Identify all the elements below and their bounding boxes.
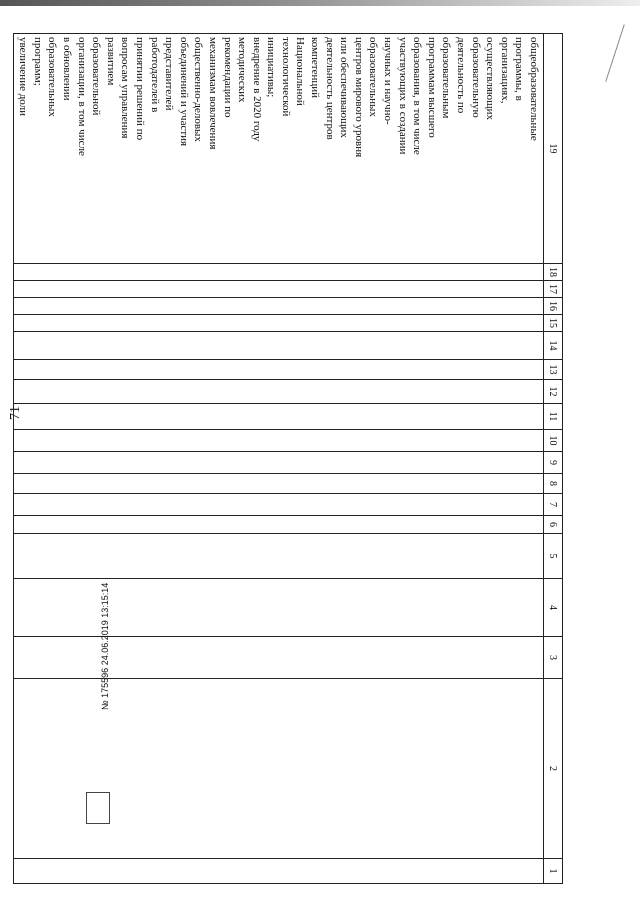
col19-line: деятельность по <box>455 37 468 114</box>
col19-line: в обновлении <box>61 37 73 101</box>
scan-mark <box>586 18 625 82</box>
table-cell <box>13 516 543 534</box>
col19-line: осуществляющих <box>484 37 497 120</box>
col19-line: принятии решений по <box>133 37 146 141</box>
table-cell <box>13 637 543 679</box>
col19-line: участвующих в создании <box>396 37 409 155</box>
col19-line: организациях, <box>498 37 511 104</box>
col19-cell <box>13 34 543 264</box>
col19-line: методических <box>236 37 249 103</box>
col19-line: работодателей в <box>148 37 161 113</box>
col-header: 15 <box>544 315 563 332</box>
col19-line: или обеспечивающих <box>338 37 351 138</box>
col19-line: развитием <box>104 37 117 86</box>
table-cell <box>13 298 543 315</box>
col19-line: рекомендации по <box>221 37 234 118</box>
col19-line: деятельность центров <box>323 37 336 140</box>
col-header: 8 <box>544 474 563 494</box>
col-header: 4 <box>544 579 563 637</box>
col-header: 7 <box>544 494 563 516</box>
col19-line: механизмам вовлечения <box>206 37 219 150</box>
registry-stamp <box>86 792 110 824</box>
document-footer: № 175596 24.06.2019 13:15:14 <box>100 582 110 710</box>
col-header: 12 <box>544 380 563 404</box>
col19-line: образовательных <box>46 37 59 117</box>
col19-line: увеличение доли <box>17 37 30 117</box>
table-cell <box>13 281 543 298</box>
table-cell <box>13 452 543 474</box>
col19-line: образовательных <box>367 37 380 117</box>
col19-line: центров мирового уровня <box>352 37 365 158</box>
table-cell <box>13 380 543 404</box>
col19-line: компетенций <box>309 37 322 99</box>
col-header: 13 <box>544 360 563 380</box>
col19-line: программ; <box>31 37 44 86</box>
col-header: 5 <box>544 534 563 579</box>
table-cell <box>13 859 543 884</box>
col19-line: объединений и участия <box>177 37 190 147</box>
col19-line: общественно-деловых <box>192 37 205 142</box>
table-cell <box>13 579 543 637</box>
col-header: 10 <box>544 430 563 452</box>
page-number: 71 <box>8 406 23 420</box>
table-cell <box>13 315 543 332</box>
col19-line: представителей <box>163 37 176 111</box>
table-cell <box>13 534 543 579</box>
col19-line: научных и научно- <box>382 37 395 125</box>
col19-line: организации, в том числе <box>75 37 88 156</box>
col19-text <box>14 34 543 263</box>
col19-line: программы, в <box>513 37 526 101</box>
col19-line: образовательную <box>469 37 482 118</box>
table-cell <box>13 430 543 452</box>
header-row <box>544 34 563 884</box>
col19-line: образовательным <box>440 37 453 119</box>
document-table-rotated <box>17 33 563 874</box>
col19-line: внедрение в 2020 году <box>250 37 263 142</box>
col-header: 2 <box>544 679 563 859</box>
table-row <box>13 34 543 884</box>
col-header: 17 <box>544 281 563 298</box>
table-cell <box>13 474 543 494</box>
col-header: 18 <box>544 264 563 281</box>
col-header: 6 <box>544 516 563 534</box>
col19-line: образования, в том числе <box>411 37 424 155</box>
table-cell <box>13 332 543 360</box>
col-header: 9 <box>544 452 563 474</box>
col19-line: вопросам управления <box>119 37 132 139</box>
table-cell <box>13 360 543 380</box>
table-cell <box>13 679 543 859</box>
col19-line: образовательной <box>90 37 103 116</box>
col-header: 19 <box>544 34 563 264</box>
scan-edge <box>0 0 640 6</box>
col-header: 14 <box>544 332 563 360</box>
col19-line: общеобразовательные <box>528 37 540 141</box>
table-cell <box>13 264 543 281</box>
table-cell <box>13 404 543 430</box>
document-table <box>13 33 563 884</box>
col-header: 16 <box>544 298 563 315</box>
col-header: 11 <box>544 404 563 430</box>
col-header: 3 <box>544 637 563 679</box>
col19-line: Национальной <box>294 37 307 106</box>
col19-line: программам высшего <box>425 37 438 138</box>
col19-line: инициативы; <box>265 37 278 98</box>
col-header: 1 <box>544 859 563 884</box>
table-cell <box>13 494 543 516</box>
col19-line: технологической <box>279 37 292 117</box>
